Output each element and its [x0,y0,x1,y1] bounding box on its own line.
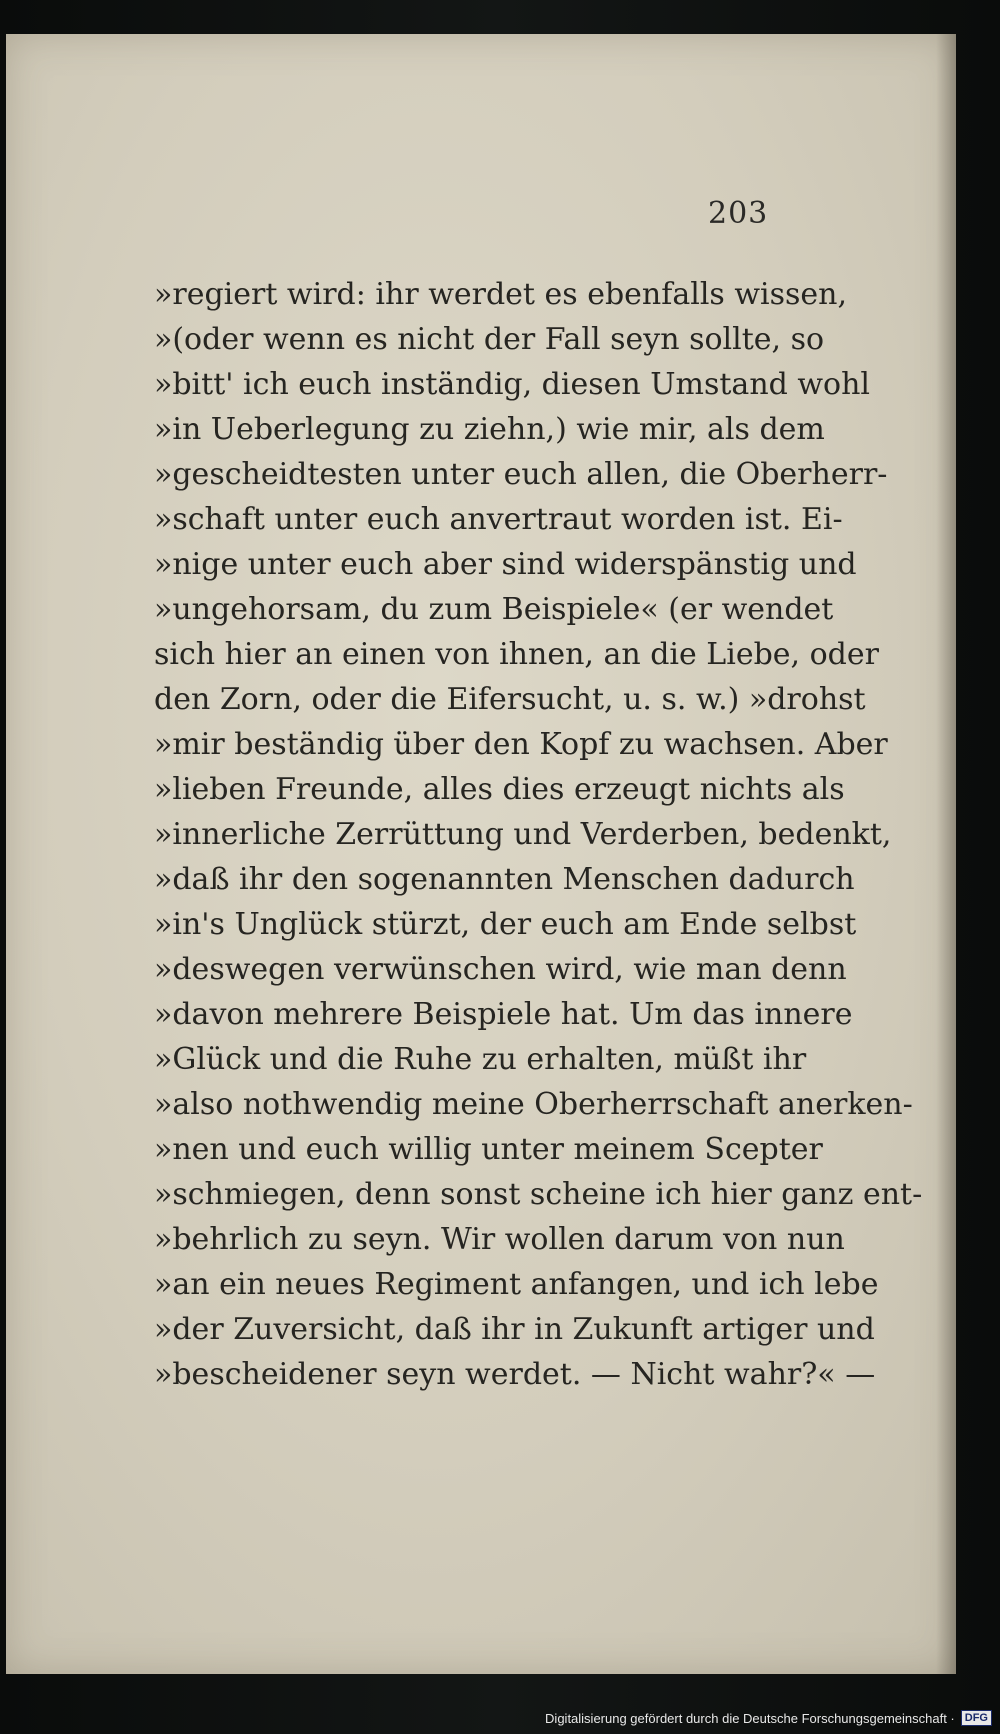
text-line: »lieben Freunde, alles dies erzeugt nichts als [154,772,845,807]
body-text [154,272,923,1397]
digitization-credit [545,1706,992,1730]
dfg-logo: DFG [961,1710,992,1726]
text-line: »(oder wenn es nicht der Fall seyn sollte, so [154,322,825,357]
text-line: »schaft unter euch anvertraut worden ist. Ei- [154,502,843,537]
text-line: »ungehorsam, du zum Beispiele« (er wendet [154,592,834,627]
page-number: 203 [708,196,769,231]
text-line: sich hier an einen von ihnen, an die Liebe, oder [154,637,879,672]
credit-text: Digitalisierung gefördert durch die Deutsche Forschungsgemeinschaft · [545,1710,955,1726]
text-line: »bescheidener seyn werdet. — Nicht wahr?« — [154,1357,876,1392]
text-line: »in Ueberlegung zu ziehn,) wie mir, als dem [154,412,825,447]
book-page [6,34,956,1674]
text-line: »davon mehrere Beispiele hat. Um das innere [154,997,853,1032]
text-line: »innerliche Zerrüttung und Verderben, bedenkt, [154,817,892,852]
text-line: »daß ihr den sogenannten Menschen dadurch [154,862,855,897]
text-line: »der Zuversicht, daß ihr in Zukunft artiger und [154,1312,875,1347]
text-line: »in's Unglück stürzt, der euch am Ende selbst [154,907,857,942]
text-line: den Zorn, oder die Eifersucht, u. s. w.) »drohst [154,682,866,717]
text-line: »mir beständig über den Kopf zu wachsen. Aber [154,727,888,762]
text-line: »nige unter euch aber sind widerspänstig und [154,547,857,582]
text-line: »nen und euch willig unter meinem Scepter [154,1132,823,1167]
text-line: »deswegen verwünschen wird, wie man denn [154,952,847,987]
text-line: »behrlich zu seyn. Wir wollen darum von nun [154,1222,845,1257]
text-line: »bitt' ich euch inständig, diesen Umstand wohl [154,367,871,402]
text-line: »regiert wird: ihr werdet es ebenfalls wissen, [154,277,848,312]
page-edge-shadow [936,34,956,1674]
text-line: »an ein neues Regiment anfangen, und ich lebe [154,1267,879,1302]
text-line: »Glück und die Ruhe zu erhalten, müßt ihr [154,1042,807,1077]
text-line: »also nothwendig meine Oberherrschaft anerken- [154,1087,913,1122]
text-line: »schmiegen, denn sonst scheine ich hier ganz ent- [154,1177,923,1212]
text-line: »gescheidtesten unter euch allen, die Oberherr- [154,457,888,492]
